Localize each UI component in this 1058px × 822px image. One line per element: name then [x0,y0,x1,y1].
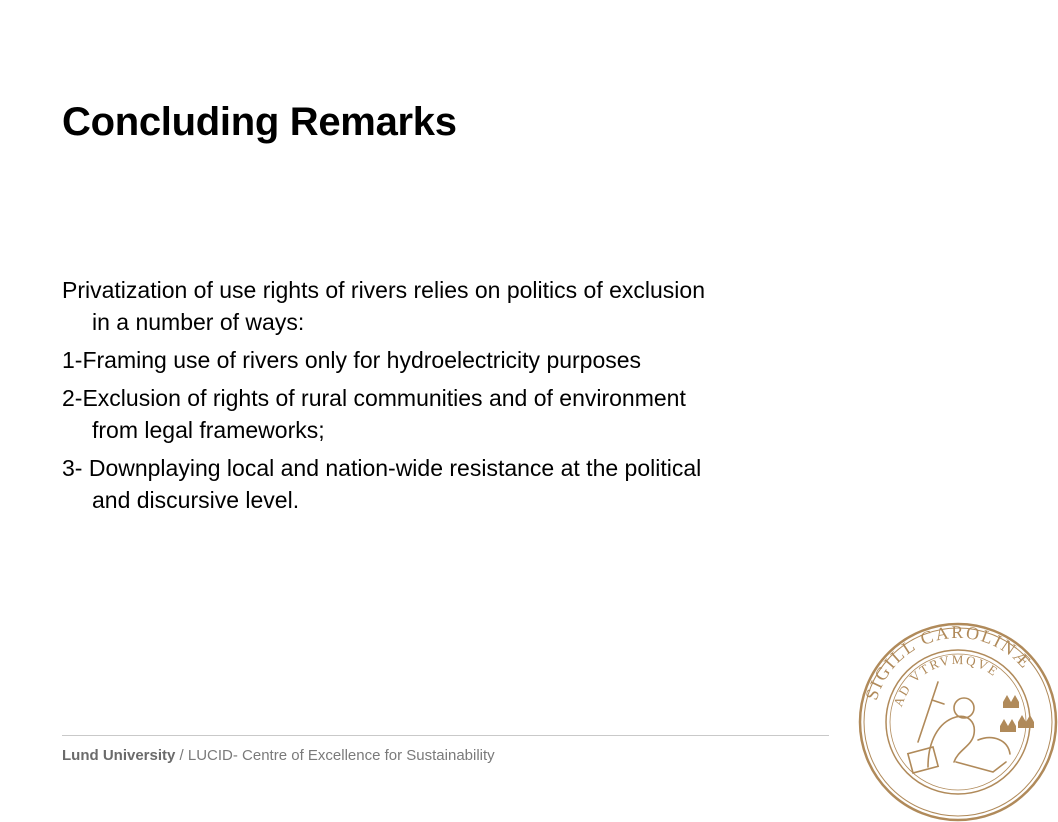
paragraph-point-1: 1-Framing use of rivers only for hydroelectricity purposes [62,347,642,373]
footer-university: Lund University [62,747,176,764]
paragraph-intro: Privatization of use rights of rivers relies on politics of exclusion in a number of ways: [62,277,706,335]
paragraph-point-2: 2-Exclusion of rights of rural communities and of environment from legal frameworks; [62,385,686,443]
seal-inner-text: AD VTRVMQVE [890,651,1002,709]
lund-university-seal-icon [858,622,1058,822]
svg-text:AD VTRVMQVE [890,652,1002,709]
paragraph-point-3: 3- Downplaying local and nation-wide resistance at the political and discursive level. [62,455,702,513]
footer-divider [62,735,829,736]
seal-outer-text: SIGILL CAROLINÆ [861,622,1037,703]
footer-separator: / [175,747,188,764]
slide-body [62,274,722,522]
slide-title: Concluding Remarks [62,100,457,144]
footer-department: LUCID- Centre of Excellence for Sustainability [187,747,495,764]
footer [62,747,495,764]
